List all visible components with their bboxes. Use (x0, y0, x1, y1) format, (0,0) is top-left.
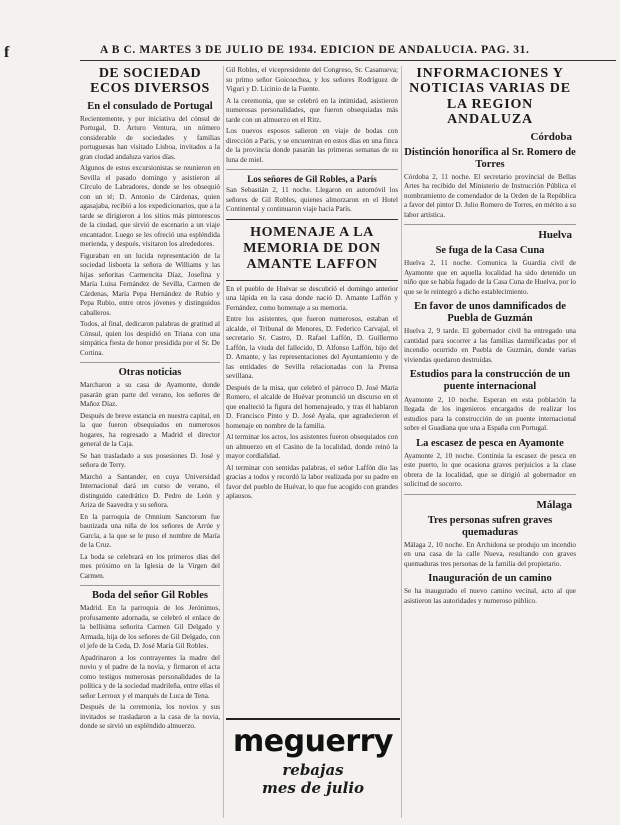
paragraph: Todos, al final, dedicaron palabras de gratitud al Cónsul, quien los despidió en Triana con una simpática fiesta de honor presidida por el Sr. De Cortina. (80, 320, 220, 357)
article-heading: Boda del señor Gil Robles (92, 590, 208, 602)
column-2 (226, 66, 398, 818)
article-heading: Distinción honorífica al Sr. Romero de Torres (404, 146, 576, 170)
malaga-items (404, 515, 576, 607)
paragraph: Figuraban en un lucida representación de la sociedad lisboeta la señora de Williams y las hijas señoritas Carmencita Díaz, Josefina y María Luisa Fernández de Sevilla, Carmen de Cárdenas, María Pepa Hernández de Rubio y Pepa Rubio, entre otros jóvenes y distinguidos caballeros. (80, 251, 220, 317)
article-heading: Inauguración de un camino (428, 573, 552, 585)
masthead-rule (80, 60, 616, 61)
paragraph: En el pueblo de Huévar se descubrió el domingo anterior una lápida en la casa donde nació D. Amante Laffón y Fernández, como homenaje a su memoria. (226, 284, 398, 312)
column-divider (223, 66, 224, 818)
article-heading: Tres personas sufren graves quemaduras (427, 514, 553, 538)
masthead: A B C. MARTES 3 DE JULIO DE 1934. EDICION DE ANDALUCIA. PAG. 31. (100, 44, 530, 56)
divider (80, 585, 220, 586)
homenaje-paragraphs (226, 285, 398, 502)
homenaje-title-box (226, 219, 398, 281)
paragraph: Huelva 2, 11 noche. Comunica la Guardia civil de Ayamonte que en aquella localidad ha sido detenido un niño que se había fugado de la Casa Cuna de Huelva, por lo que se le reintegró a dicho establecimiento. (404, 259, 576, 296)
paragraph: Recientemente, y por iniciativa del cónsul de Portugal, D. Arturo Ventura, un número considerable de sociedades y familias portuguesas han visitado Lisboa, invitados a la gran ciudad andaluza varios días. (80, 114, 220, 161)
column-divider (401, 66, 402, 818)
paragraph: Después de breve estancia en nuestra capital, en la que fueron obsequiados en numerosos hogares, ha regresado a Madrid el director general de la Caja. (80, 411, 220, 449)
ad-slogan-line2: mes de julio (261, 779, 365, 797)
divider (80, 362, 220, 363)
paragraph: Ayamonte 2, 10 noche. Continúa la escasez de pesca en este puerto, lo que ocasiona graves perjuicios a la clase obrera de la localidad, que se dirigió al gobernador en solicitud de socorro. (404, 451, 576, 489)
column-3 (404, 66, 576, 818)
paragraph: Madrid. En la parroquia de los Jerónimos, profusamente adornada, se celebró el enlace de la bellísima señorita Carmen Gil Delgado y Armada, hija de los señores de Gil Delgado, con el jefe de la Ceda, D. José María Gil Robles. (80, 604, 220, 651)
section-title: INFORMACIONES Y NOTICIAS VARIAS DE LA REGION ANDALUZA (409, 66, 571, 128)
homenaje-title: HOMENAJE A LA MEMORIA DE DON AMANTE LAFFON (243, 224, 381, 272)
article-heading: Se fuga de la Casa Cuna (435, 245, 545, 257)
paragraph: Los nuevos esposos salieron en viaje de bodas con dirección a París, y se encuentran en estos días en una finca de la provincia donde pasarán las primeras semanas de su luna de miel. (226, 127, 398, 164)
margin-mark: f (4, 44, 10, 61)
paragraph: Algunos de estos excursionistas se reunieron en Sevilla el pasado domingo y asistieron al Círculo de Labradores, donde se les obsequió con un té; D. Antonio de Cárdenas, quien agasajaba, recibió a los expedicionarios, que a la tarde se dirigieron a los sitios más pintorescos de la ciudad, que sirvió de escenario a un viaje encantador. Luego se les ofreció una espléndida merienda, y después, visitaron los alrededores. (80, 164, 220, 249)
paragraph: Entre los asistentes, que fueron numerosos, estaban el alcalde, el Tribunal de Menores, D. Federico Carvajal, el secretario Sr. Castro, D. Rafael Laffón, D. Guillermo Laffón, la viuda del fallecido, D. Alfonso Laffón, hijo del D. Amante, y las representaciones del Ayuntamiento y de las entidades de Sevilla relacionadas con la Prensa sevillana. (226, 315, 398, 381)
paragraph: Se ha inaugurado el nuevo camino vecinal, acto al que asistieron las autoridades y numeroso público. (404, 587, 576, 605)
paragraph: La boda se celebrará en los primeros días del mes próximo en la Iglesia de la Virgen del Carmen. (80, 552, 220, 580)
city-heading: Córdoba (530, 130, 572, 143)
paragraph: A la ceremonia, que se celebró en la intimidad, asistieron numerosas personalidades, que fueron obsequiadas más tarde con un almuerzo en el Ritz. (226, 96, 398, 124)
section-title: DE SOCIEDAD ECOS DIVERSOS (90, 66, 210, 97)
divider (404, 224, 576, 225)
ad-slogan-line1: rebajas (282, 761, 344, 779)
divider (404, 494, 576, 495)
column-1 (80, 66, 220, 818)
paragraph: Al terminar los actos, los asistentes fueron obsequiados con un almuerzo en el Casino de la localidad, donde reinó la mayor cordialidad. (226, 433, 398, 461)
paragraph: Marchó a Santander, en cuya Universidad Internacional dará un curso de verano, el distinguido catedrático D. Pedro de León y Ariza de Saavedra y su señora. (80, 472, 220, 510)
article-heading: Los señores de Gil Robles, a París (247, 174, 377, 184)
paragraph: Huelva 2, 9 tarde. El gobernador civil ha entregado una cantidad para socorrer a las familias damnificadas por el incendio ocurrido en Puebla de Guzmán, donde varias viviendas quedaron destruidas. (404, 327, 576, 364)
otras-paragraphs (80, 381, 220, 581)
advertisement (226, 718, 400, 816)
paragraph: Málaga 2, 10 noche. En Archidona se produjo un incendio en una casa de la calle Nueva, resultando con graves quemaduras tres personas de la familia del propietario. (404, 540, 576, 568)
paragraph: Después de la misa, que celebró el párroco D. José María Romero, el alcalde de Huévar pronunció un discurso en el que enalteció la figura del homenajeado, y tras él hablaron D. Francisco Pinto y D. José Ayala, que agradecieron el homenaje en nombre de la familia. (226, 383, 398, 430)
article-heading: En el consulado de Portugal (87, 100, 213, 112)
paragraph: San Sebastián 2, 11 noche. Llegaron en automóvil los señores de Gil Robles, quienes almorzaron en el Hotel Continental y continuaron viaje hacia París. (226, 186, 398, 213)
paragraph: Córdoba 2, 11 noche. El secretario provincial de Bellas Artes ha recibido del Ministerio de Instrucción Pública el nombramiento de comendador de la Orden de la República a favor del pintor D. Julio Romero de Torres, en mérito a su labor artística. (404, 172, 576, 219)
article-heading: Estudios para la construcción de un puente internacional (409, 369, 571, 393)
article-heading: Otras noticias (118, 367, 182, 379)
paragraph: Al terminar con sentidas palabras, el señor Laffón dio las gracias a todos y recordó la labor realizada por su padre en favor del pueblo de Huévar, lo que fue acogido con grandes aplausos. (226, 463, 398, 501)
city-heading: Huelva (538, 229, 572, 242)
article-heading: En favor de unos damnificados de Puebla de Guzmán (414, 301, 566, 325)
article-heading: La escasez de pesca en Ayamonte (416, 437, 564, 449)
paragraph: Se han trasladado a sus posesiones D. José y señora de Terry. (80, 451, 220, 470)
ad-brand: meguerry (233, 724, 393, 759)
divider (226, 169, 398, 170)
paragraph: Apadrinaron a los contrayentes la madre del novio y el padre de la novia, y firmaron el acta como testigos numerosas personalidades de la política y de la sociedad madrileña, entre ellas el señor Lerroux y el marqués de Luca de Tena. (80, 653, 220, 700)
paragraph: Marcharon a su casa de Ayamonte, donde pasarán gran parte del verano, los señores de Mañoz Díaz. (80, 381, 220, 409)
consulado-paragraphs (80, 115, 220, 359)
city-heading: Málaga (536, 498, 572, 511)
boda-paragraphs (80, 604, 220, 732)
paragraph: Ayamonte 2, 10 noche. Esperan en esta población la llegada de los ingenieros encargados de realizar los estudios para la construcción de un puente internacional sobre el Guadiana que una a España con Portugal. (404, 395, 576, 432)
paragraph: En la parroquia de Omnium Sanctorum fue bautizada una niña de los señores de Arrúe y García, a la que se le puso el nombre de María de la Cruz. (80, 512, 220, 550)
top-paragraphs (226, 66, 398, 165)
huelva-items (404, 245, 576, 489)
paragraph: Después de la ceremonia, los novios y sus invitados se trasladaron a la casa de la novia, donde se sirvió un espléndido almuerzo. (80, 703, 220, 731)
paragraph: Gil Robles, el vicepresidente del Congreso, Sr. Casanueva; su primo señor Goicoechea, y los señores Rodríguez de Viguri y D. Licinio de la Fuente. (226, 66, 398, 93)
